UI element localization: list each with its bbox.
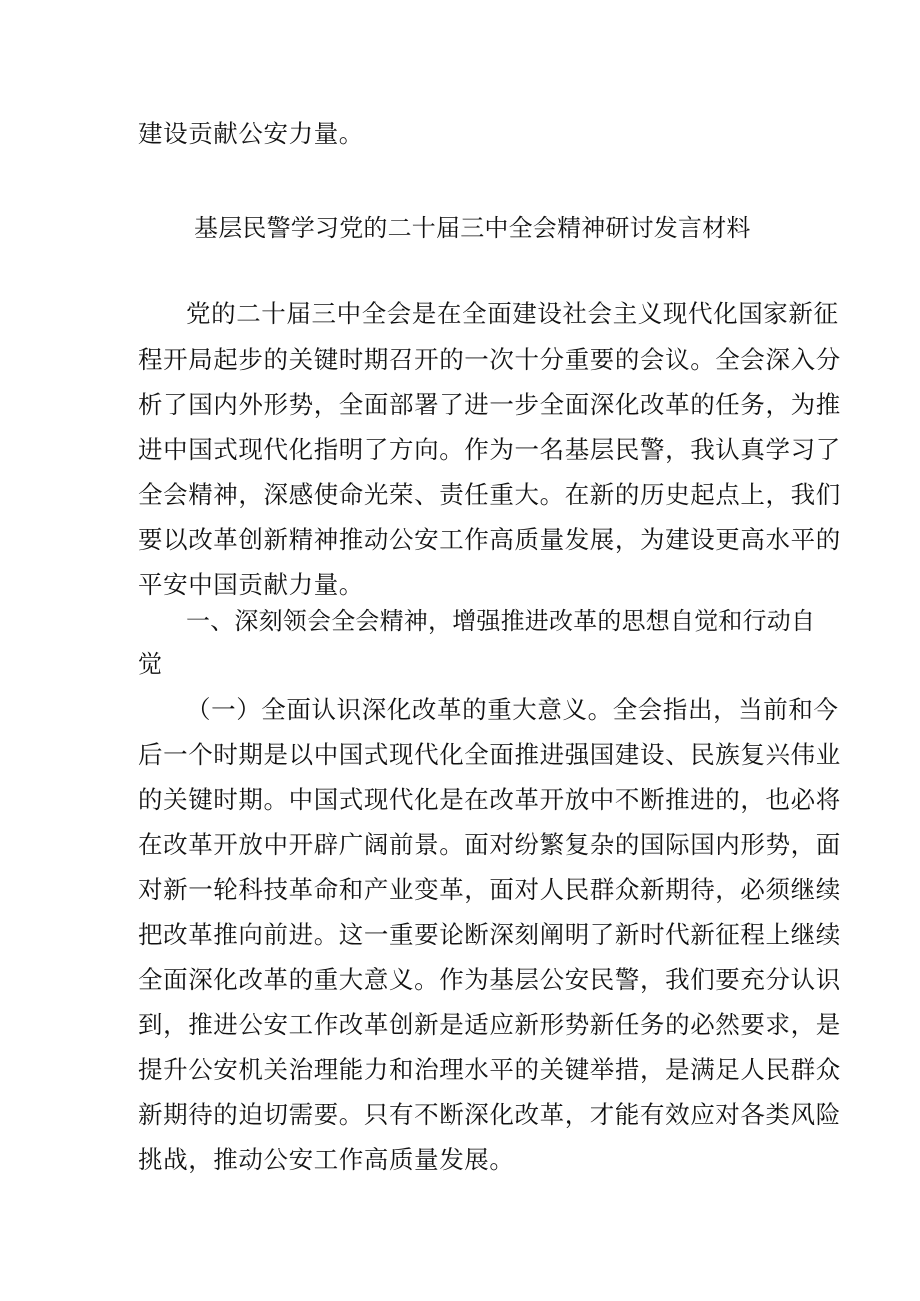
subsection-line: 在改革开放中开辟广阔前景。面对纷繁复杂的国际国内形势，面 [138,830,841,859]
intro-line: 平安中国贡献力量。 [138,570,364,599]
intro-line: 党的二十届三中全会是在全面建设社会主义现代化国家新征 [186,299,839,328]
intro-line: 进中国式现代化指明了方向。作为一名基层民警，我认真学习了 [138,435,841,464]
intro-line: 析了国内外形势，全面部署了进一步全面深化改革的任务，为推 [138,390,841,419]
subsection-line: 的关键时期。中国式现代化是在改革开放中不断推进的，也必将 [138,785,841,814]
subsection-line: （一）全面认识深化改革的重大意义。全会指出，当前和今 [186,695,839,724]
document-title: 基层民警学习党的二十届三中全会精神研讨发言材料 [194,214,751,242]
section-heading: 一、深刻领会全会精神，增强推进改革的思想自觉和行动自 [186,607,816,635]
subsection-line: 到，推进公安工作改革创新是适应新形势新任务的必然要求，是 [138,1010,841,1039]
subsection-line: 新期待的迫切需要。只有不断深化改革，才能有效应对各类风险 [138,1100,841,1129]
subsection-line: 全面深化改革的重大意义。作为基层公安民警，我们要充分认识 [138,965,841,994]
intro-line: 程开局起步的关键时期召开的一次十分重要的会议。全会深入分 [138,345,841,374]
carryover-line: 建设贡献公安力量。 [138,119,364,148]
subsection-line: 把改革推向前进。这一重要论断深刻阐明了新时代新征程上继续 [138,920,841,949]
subsection-line: 挑战，推动公安工作高质量发展。 [138,1145,515,1174]
intro-line: 全会精神，深感使命光荣、责任重大。在新的历史起点上，我们 [138,480,841,509]
intro-line: 要以改革创新精神推动公安工作高质量发展，为建设更高水平的 [138,525,841,554]
subsection-line: 提升公安机关治理能力和治理水平的关键举措，是满足人民群众 [138,1055,841,1084]
section-heading: 觉 [138,650,163,678]
subsection-line: 对新一轮科技革命和产业变革，面对人民群众新期待，必须继续 [138,875,841,904]
subsection-line: 后一个时期是以中国式现代化全面推进强国建设、民族复兴伟业 [138,740,841,769]
